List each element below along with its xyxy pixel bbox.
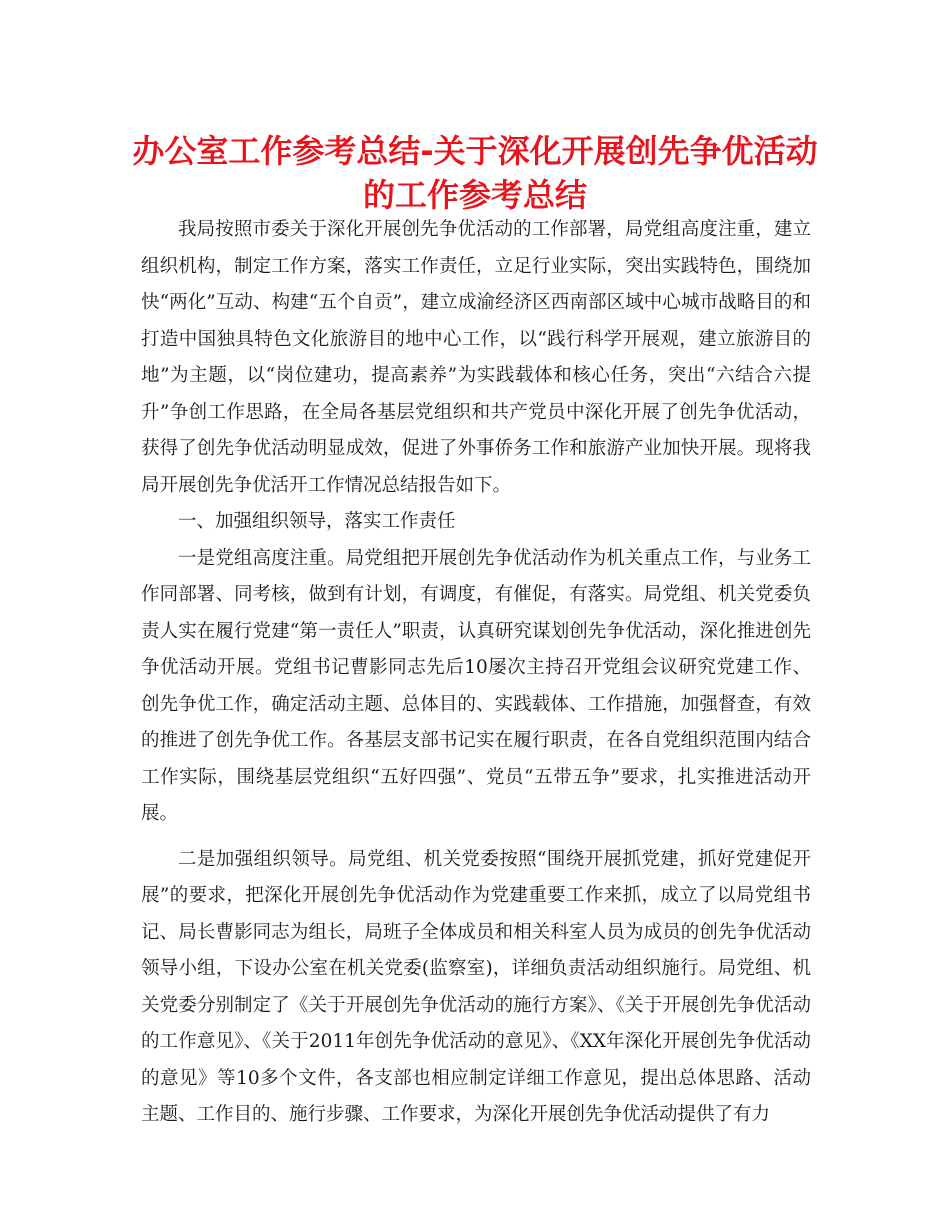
body-paragraph-1: 一是党组高度注重。局党组把开展创先争优活动作为机关重点工作，与业务工作同部署、同考核，做到有计划，有调度，有催促，有落实。局党组、机关党委负责人实在履行党建“第一责任人”职责，认真研究谋划创先争优活动，深化推进创先争优活动开展。党组书记曹影同志先后10屡次主持召开党组会议研究党建工作、创先争优工作，确定活动主题、总体目的、实践载体、工作措施，加强督查，有效的推进了创先争优工作。各基层支部书记实在履行职责，在各自党组织范围内结合工作实际，围绕基层党组织“五好四强”、党员“五带五争”要求，扎实推进活动开展。 bbox=[141, 547, 811, 824]
intro-paragraph: 我局按照市委关于深化开展创先争优活动的工作部署，局党组高度注重，建立组织机构，制定工作方案，落实工作责任，立足行业实际，突出实践特色，围绕加快“两化”互动、构建“五个自贡”，建立成渝经济区西南部区域中心城市战略目的和打造中国独具特色文化旅游目的地中心工作，以“践行科学开展观，建立旅游目的地”为主题，以“岗位建功，提高素养”为实践载体和核心任务，突出“六结合六提升”争创工作思路，在全局各基层党组织和共产党员中深化开展了创先争优活动，获得了创先争优活动明显成效，促进了外事侨务工作和旅游产业加快开展。现将我局开展创先争优活开工作情况总结报告如下。 bbox=[141, 219, 811, 496]
document-title-line-1: 办公室工作参考总结-关于深化开展创先争优活动 bbox=[132, 132, 818, 170]
section-heading: 一、加强组织领导，落实工作责任 bbox=[178, 511, 456, 532]
document-body bbox=[141, 212, 811, 1134]
document-title-line-2: 的工作参考总结 bbox=[362, 176, 587, 214]
body-paragraph-2: 二是加强组织领导。局党组、机关党委按照“围绕开展抓党建，抓好党建促开展”的要求，把深化开展创先争优活动作为党建重要工作来抓，成立了以局党组书记、局长曹影同志为组长，局班子全体成员和相关科室人员为成员的创先争优活动领导小组，下设办公室在机关党委(监察室)，详细负责活动组织施行。局党组、机关党委分别制定了《关于开展创先争优活动的施行方案》、《关于开展创先争优活动的工作意见》、《关于2011年创先争优活动的意见》、《XX年深化开展创先争优活动的意见》等10多个文件，各支部也相应制定详细工作意见，提出总体思路、活动主题、工作目的、施行步骤、工作要求，为深化开展创先争优活动提供了有力 bbox=[141, 848, 811, 1125]
